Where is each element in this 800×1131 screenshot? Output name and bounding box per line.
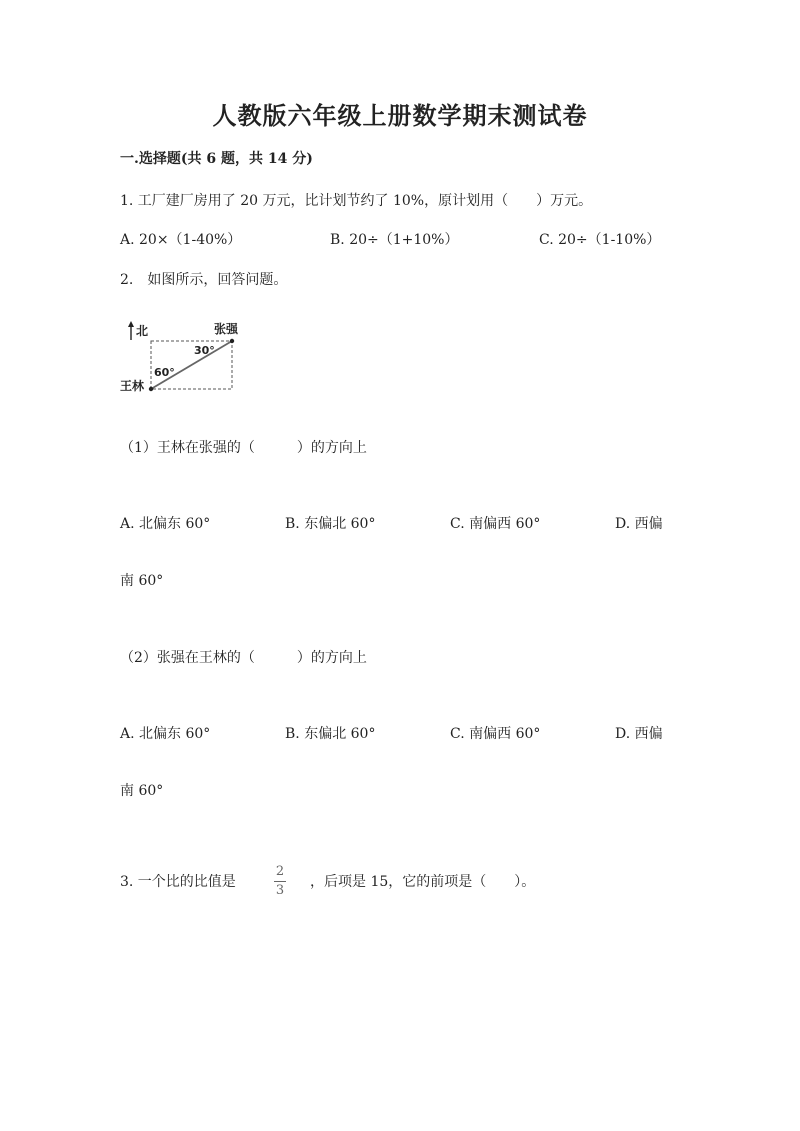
- sub1-option-d: D. 西偏: [615, 516, 663, 532]
- page-title: 人教版六年级上册数学期末测试卷: [212, 101, 588, 130]
- sub1-option-b: B. 东偏北 60°: [285, 516, 376, 532]
- fraction-numerator: 2: [275, 864, 285, 879]
- q1-option-c: C. 20÷（1-10%）: [539, 232, 661, 248]
- sub2-option-b: B. 东偏北 60°: [285, 726, 376, 742]
- question-1-text: 1. 工厂建厂房用了 20 万元，比计划节约了 10%，原计划用（ ）万元。: [120, 193, 593, 209]
- connecting-line: [151, 341, 232, 389]
- sub-question-1-text: （1）王林在张强的（ ）的方向上: [120, 440, 367, 456]
- fraction-denominator: 3: [275, 883, 285, 898]
- q1-option-b: B. 20÷（1+10%）: [330, 232, 459, 248]
- direction-diagram: [116, 316, 256, 402]
- sub1-option-c: C. 南偏西 60°: [450, 516, 541, 532]
- wang-lin-label: 王林: [120, 379, 145, 393]
- wang-lin-point: [149, 387, 153, 391]
- section-heading: 一.选择题(共 6 题，共 14 分): [120, 151, 313, 167]
- sub-question-2-text: （2）张强在王林的（ ）的方向上: [120, 650, 367, 666]
- north-arrow-icon: [128, 321, 134, 340]
- angle-label-top: 30°: [194, 344, 215, 357]
- north-label: 北: [136, 324, 149, 338]
- ratio-fraction: [272, 864, 288, 899]
- question-2-text: 2. 如图所示，回答问题。: [120, 272, 288, 288]
- sub2-option-d-continued: 南 60°: [120, 783, 164, 799]
- sub1-option-a: A. 北偏东 60°: [120, 516, 211, 532]
- angle-label-bottom: 60°: [154, 366, 175, 379]
- sub2-option-c: C. 南偏西 60°: [450, 726, 541, 742]
- q1-option-a: A. 20×（1-40%）: [120, 232, 242, 248]
- question-3-suffix: ，后项是 15，它的前项是（ ）。: [310, 874, 536, 890]
- fraction-bar: [274, 881, 286, 882]
- sub2-option-d: D. 西偏: [615, 726, 663, 742]
- zhang-qiang-point: [230, 339, 234, 343]
- sub2-option-a: A. 北偏东 60°: [120, 726, 211, 742]
- question-3-prefix: 3. 一个比的比值是: [120, 874, 236, 890]
- sub1-option-d-continued: 南 60°: [120, 573, 164, 589]
- zhang-qiang-label: 张强: [214, 322, 239, 336]
